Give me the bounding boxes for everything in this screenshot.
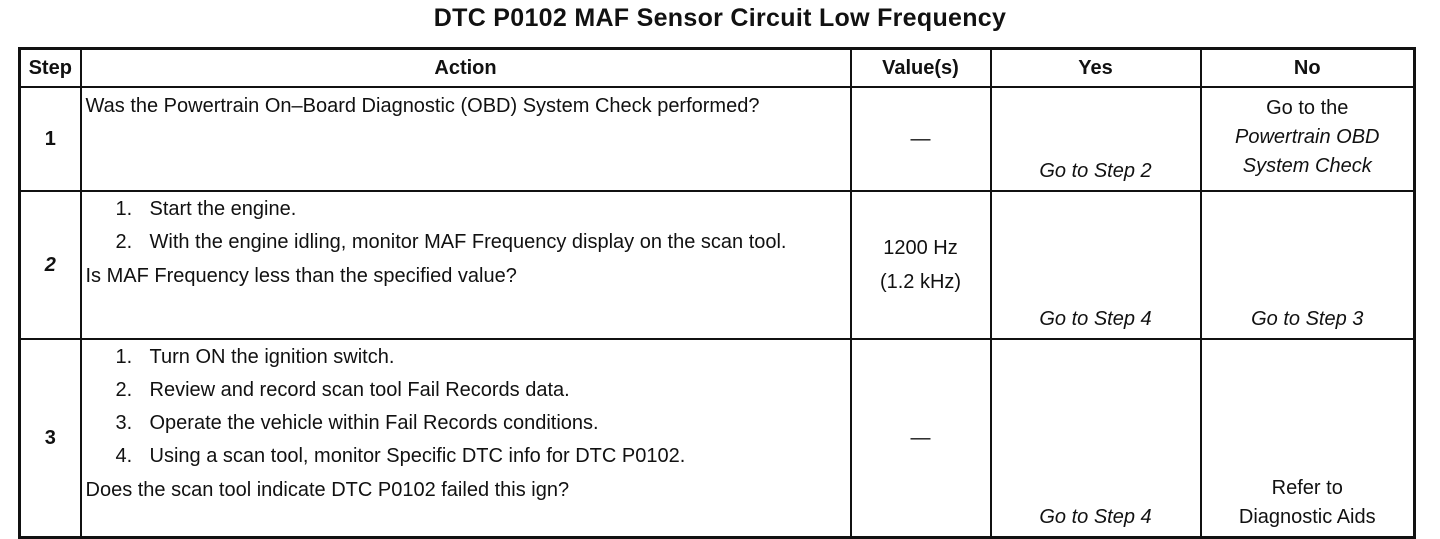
no-text-line: Refer to <box>1271 477 1343 499</box>
no-cell <box>1201 339 1415 538</box>
action-step-text: With the engine idling, monitor MAF Frequency display on the scan tool. <box>149 231 787 253</box>
value-line: (1.2 kHz) <box>879 271 962 293</box>
action-step-text: Turn ON the ignition switch. <box>149 346 395 368</box>
table-row <box>20 339 1415 538</box>
action-step-list <box>86 344 844 470</box>
column-header-action: Action <box>81 49 851 88</box>
step-number: 3 <box>20 339 81 538</box>
no-cell: Go to Step 3 <box>1201 191 1415 339</box>
action-step <box>86 410 844 437</box>
action-step-text: Review and record scan tool Fail Records data. <box>149 379 570 401</box>
action-step-text: Operate the vehicle within Fail Records conditions. <box>149 412 599 434</box>
column-header-yes: Yes <box>991 49 1201 88</box>
action-question: Was the Powertrain On–Board Diagnostic (OBD) System Check performed? <box>85 95 760 117</box>
column-header-no: No <box>1201 49 1415 88</box>
no-text-line: System Check <box>1242 155 1372 177</box>
value-cell: — <box>851 339 991 538</box>
action-step-number: 2. <box>115 379 133 401</box>
action-step-number: 1. <box>115 198 133 220</box>
table-row <box>20 87 1415 191</box>
diagnostic-table <box>18 47 1416 539</box>
table-header-row <box>20 49 1415 88</box>
step-number: 2 <box>20 191 81 339</box>
no-text-line: Go to the <box>1266 97 1349 119</box>
table-row <box>20 191 1415 339</box>
no-text-line: Diagnostic Aids <box>1238 506 1376 528</box>
column-header-values: Value(s) <box>851 49 991 88</box>
value-cell <box>851 191 991 339</box>
action-step <box>86 377 844 404</box>
yes-cell: Go to Step 4 <box>991 339 1201 538</box>
no-text-line: Powertrain OBD <box>1235 126 1380 148</box>
action-cell <box>81 87 851 191</box>
yes-cell: Go to Step 4 <box>991 191 1201 339</box>
page-title: DTC P0102 MAF Sensor Circuit Low Frequency <box>433 4 1007 32</box>
action-step-text: Using a scan tool, monitor Specific DTC info for DTC P0102. <box>149 445 686 467</box>
value-line: 1200 Hz <box>883 237 958 259</box>
action-step-number: 2. <box>115 231 133 253</box>
value-cell: — <box>851 87 991 191</box>
action-cell <box>81 339 851 538</box>
step-number: 1 <box>20 87 81 191</box>
action-step <box>86 443 844 470</box>
action-question: Is MAF Frequency less than the specified value? <box>85 265 517 287</box>
action-step <box>86 196 844 223</box>
action-step <box>86 229 844 256</box>
action-step-list <box>86 196 844 256</box>
action-step-text: Start the engine. <box>149 198 297 220</box>
action-question: Does the scan tool indicate DTC P0102 failed this ign? <box>85 479 570 501</box>
action-step-number: 1. <box>115 346 133 368</box>
action-step <box>86 344 844 371</box>
action-cell <box>81 191 851 339</box>
action-step-number: 3. <box>115 412 133 434</box>
yes-cell: Go to Step 2 <box>991 87 1201 191</box>
column-header-step: Step <box>20 49 81 88</box>
no-cell <box>1201 87 1415 191</box>
action-step-number: 4. <box>115 445 133 467</box>
